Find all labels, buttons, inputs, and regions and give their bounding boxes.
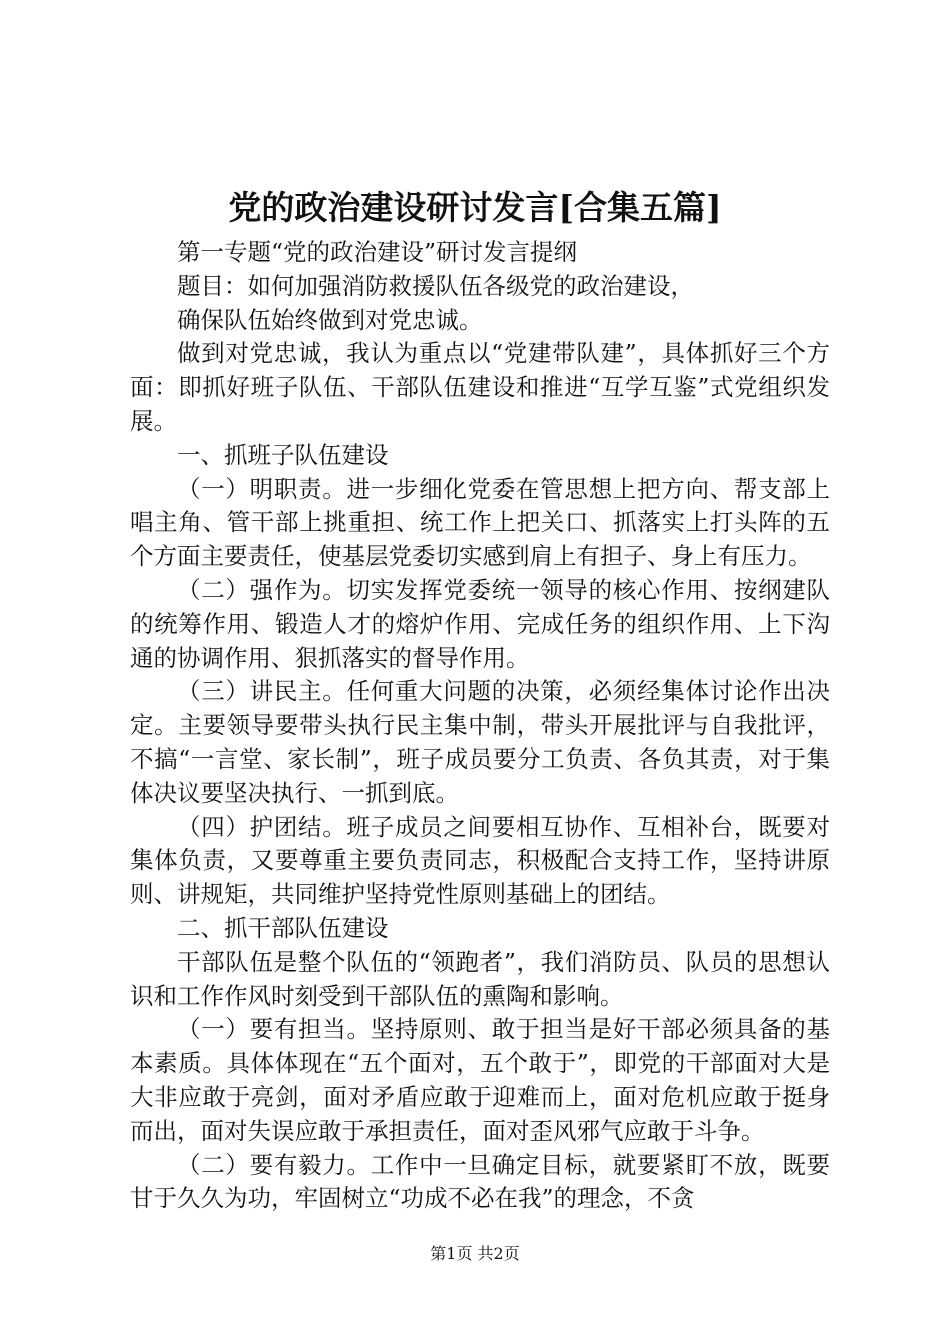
paragraph-topic-continued: 确保队伍始终做到对党忠诚。 bbox=[177, 305, 483, 334]
paragraph-item-1-3: （三）讲民主。任何重大问题的决策，必须经集体讨论作出决定。主要领导要带头执行民主集中制，带头开展批评与自我批评，不搞“一言堂、家长制”，班子成员要分工负责、各负其责，对于集体决议要坚决执行、一抓到底。 bbox=[130, 677, 830, 807]
paragraph-item-1-2: （二）强作为。切实发挥党委统一领导的核心作用、按纲建队的统筹作用、锻造人才的熔炉作用、完成任务的组织作用、上下沟通的协调作用、狠抓落实的督导作用。 bbox=[130, 575, 830, 672]
paragraph-section-2-intro: 干部队伍是整个队伍的“领跑者”，我们消防员、队员的思想认识和工作作风时刻受到干部队伍的熏陶和影响。 bbox=[130, 947, 830, 1010]
document-title: 党的政治建设研讨发言[合集五篇] bbox=[228, 188, 722, 227]
paragraph-item-1-4: （四）护团结。班子成员之间要相互协作、互相补台，既要对集体负责，又要尊重主要负责同志，积极配合支持工作，坚持讲原则、讲规矩，共同维护坚持党性原则基础上的团结。 bbox=[130, 812, 830, 909]
page-number-footer: 第1页 共2页 bbox=[430, 1244, 520, 1263]
paragraph-topic: 题目：如何加强消防救援队伍各级党的政治建设， bbox=[177, 271, 694, 300]
paragraph-outline-title: 第一专题“党的政治建设”研讨发言提纲 bbox=[177, 238, 578, 266]
paragraph-item-2-2: （二）要有毅力。工作中一旦确定目标，就要紧盯不放，既要甘于久久为功，牢固树立“功成不必在我”的理念，不贪 bbox=[130, 1150, 830, 1213]
paragraph-intro: 做到对党忠诚，我认为重点以“党建带队建”，具体抓好三个方面：即抓好班子队伍、干部队伍建设和推进“互学互鉴”式党组织发展。 bbox=[130, 339, 830, 435]
paragraph-item-1-1: （一）明职责。进一步细化党委在管思想上把方向、帮支部上唱主角、管干部上挑重担、统工作上把关口、抓落实上打头阵的五个方面主要责任，使基层党委切实感到肩上有担子、身上有压力。 bbox=[130, 474, 830, 571]
section-heading-2: 二、抓干部队伍建设 bbox=[177, 913, 389, 942]
paragraph-item-2-1: （一）要有担当。坚持原则、敢于担当是好干部必须具备的基本素质。具体体现在“五个面对，五个敢于”，即党的干部面对大是大非应敢于亮剑，面对矛盾应敢于迎难而上，面对危机应敢于挺身而出，面对失误应敢于承担责任，面对歪风邪气应敢于斗争。 bbox=[130, 1015, 830, 1145]
section-heading-1: 一、抓班子队伍建设 bbox=[177, 440, 389, 469]
document-body bbox=[130, 236, 830, 1216]
